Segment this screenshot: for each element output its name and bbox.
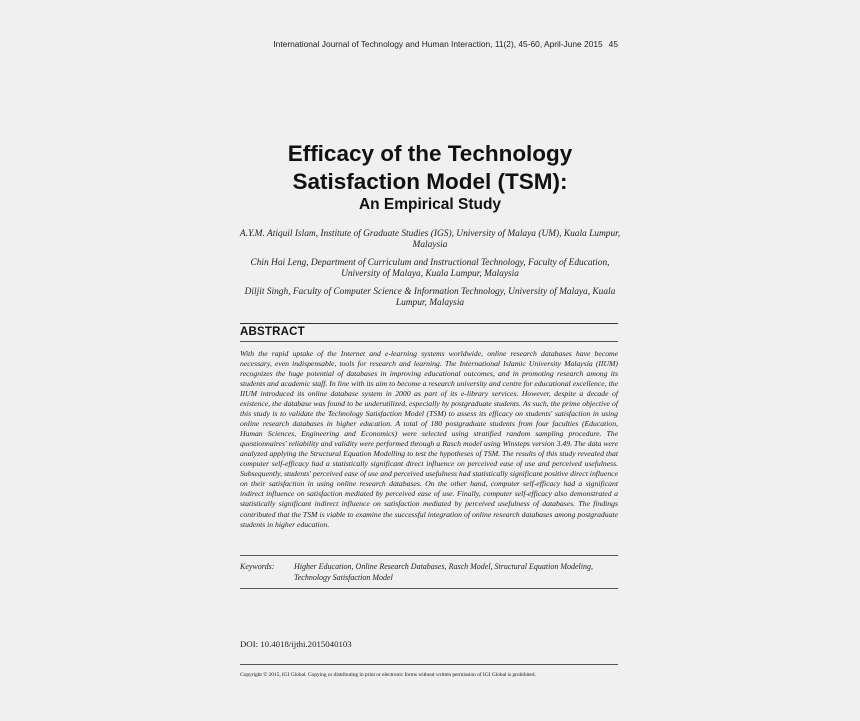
author-1: A.Y.M. Atiquil Islam, Institute of Graduate Studies (IGS), University of Malaya (UM), Kuala Lumpur, Malaysia	[239, 229, 621, 250]
paper-title	[0, 140, 860, 196]
author-list	[238, 229, 622, 317]
keywords-bottom-rule	[240, 588, 618, 589]
abstract-text: With the rapid uptake of the Internet and e-learning systems worldwide, online research databases have become necessary, even indispensable, tools for research and learning. The International Islamic University Malaysia (IIUM) recognizes the huge potential of databases in improving educational outcomes, and in promoting research among its students and academic staff. In line with its aim to become a research university and centre for educational excellence, the IIUM introduced its online database system in 2000 as part of its e-library services. However, despite a decade of existence, the database was found to be underutilized, especially by postgraduate students. As such, the prime objective of this study is to validate the Technology Satisfaction Model (TSM) to assess its efficacy on students' satisfaction in using online research databases in higher education. A total of 180 postgraduate students from four faculties (Education, Human Sciences, Engineering and Economics) were selected using stratified random sampling procedure. The questionnaires' reliability and validity were performed through a Rasch model using Winsteps version 3.49. The data were analyzed applying the Structural Equation Modelling to test the hypotheses of TSM. The results of this study revealed that computer self-efficacy had a statistically significant direct influence on perceived ease of use and perceived usefulness. Subsequently, students' perceived ease of use and perceived usefulness had statistically significant positive direct influence on their satisfaction in using online research databases. On the other hand, computer self-efficacy had a significant indirect influence on satisfaction mediated by perceived ease of use. Finally, computer self-efficacy also demonstrated a statistically significant indirect influence on satisfaction mediated by perceived usefulness of databases. The findings contributed that the TSM is viable to examine the successful integration of online research databases among postgraduate students in higher education.	[240, 349, 618, 529]
doi: DOI: 10.4018/ijthi.2015040103	[240, 639, 352, 649]
keywords-top-rule	[240, 555, 618, 556]
keywords-label: Keywords:	[240, 562, 275, 571]
author-3: Diljit Singh, Faculty of Computer Science & Information Technology, University of Malaya, Kuala Lumpur, Malaysia	[244, 287, 616, 308]
keywords-text: Higher Education, Online Research Databases, Rasch Model, Structural Equation Modeling, Technology Satisfaction Model	[294, 562, 593, 582]
abstract-heading-rule	[240, 341, 618, 342]
title-line-1: Efficacy of the Technology	[287, 141, 573, 166]
copyright-notice: Copyright © 2015, IGI Global. Copying or distributing in print or electronic forms without written permission of IGI Global is prohibited.	[240, 672, 536, 678]
journal-citation: International Journal of Technology and Human Interaction, 11(2), 45-60, April-June 2015	[273, 39, 603, 49]
abstract-top-rule	[240, 323, 618, 324]
author-2: Chin Hai Leng, Department of Curriculum and Instructional Technology, Faculty of Education, University of Malaya, Kuala Lumpur, Malaysia	[250, 258, 610, 279]
title-line-2: Satisfaction Model (TSM):	[292, 169, 568, 194]
paper-subtitle: An Empirical Study	[358, 196, 502, 213]
page-number: 45	[608, 39, 618, 49]
footer-rule	[240, 664, 618, 665]
abstract-heading: ABSTRACT	[240, 326, 305, 338]
running-head	[273, 39, 618, 49]
